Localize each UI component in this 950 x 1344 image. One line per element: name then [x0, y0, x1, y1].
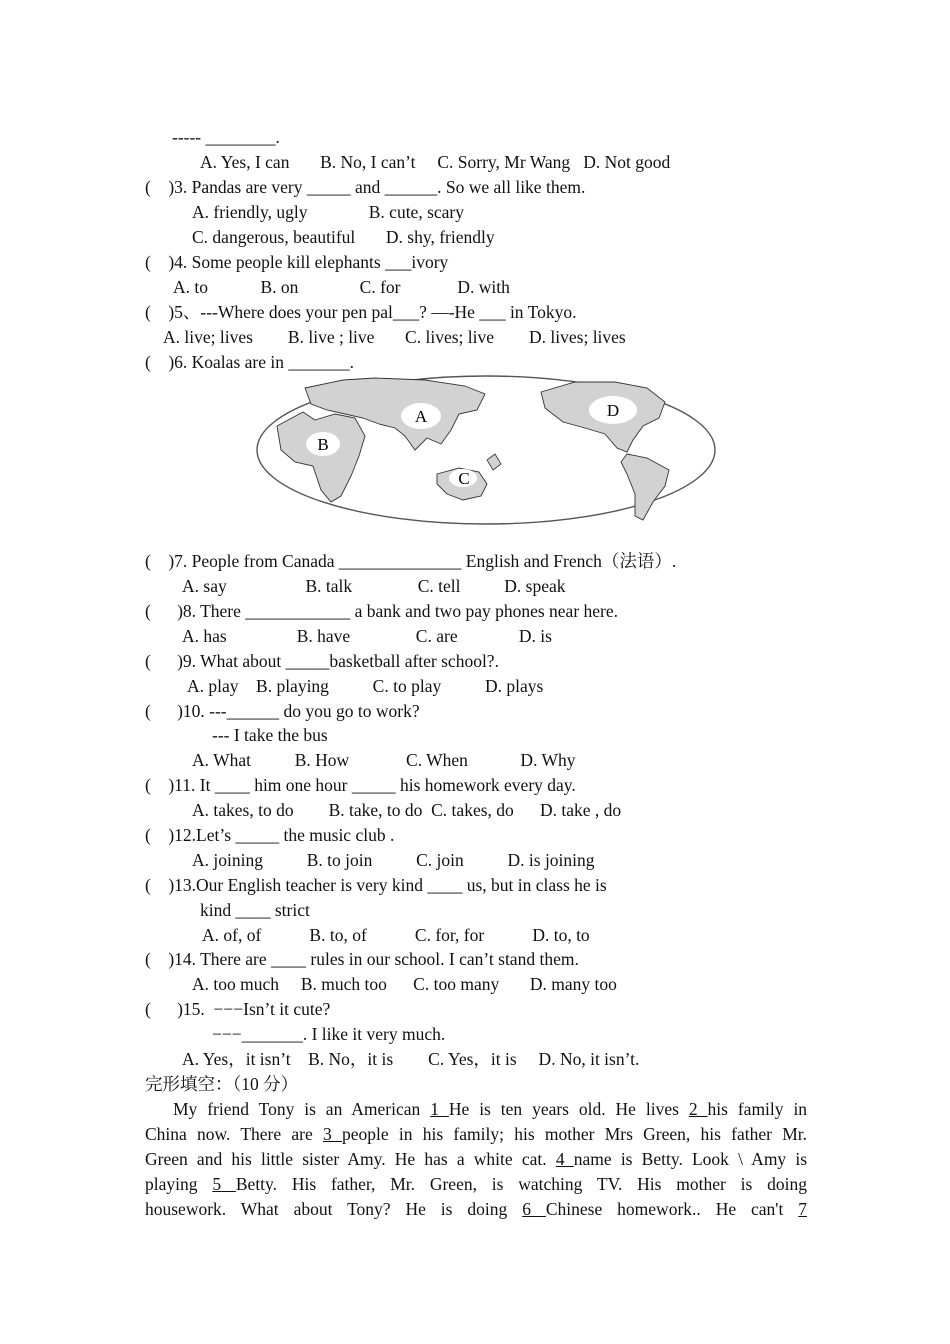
q7-question: ( )7. People from Canada ______________ English and French（法语）. — [145, 551, 677, 571]
q3-options-ab: A. friendly, ugly B. cute, scary — [192, 202, 465, 222]
cloze-blank-3: 3 — [323, 1124, 343, 1144]
q13-question: ( )13.Our English teacher is very kind ____ us, but in class he is — [145, 875, 607, 895]
q4-options: A. to B. on C. for D. with — [173, 277, 510, 297]
q11-options: A. takes, to do B. take, to do C. takes, do D. take , do — [192, 800, 622, 820]
q12-question: ( )12.Let’s _____ the music club . — [145, 825, 395, 845]
q13-options: A. of, of B. to, of C. for, for D. to, to — [202, 925, 590, 945]
answer-blank-line: ----- ________. — [172, 127, 280, 147]
q8-options: A. has B. have C. are D. is — [182, 626, 552, 646]
cloze-section-heading: 完形填空：（10 分） — [145, 1074, 299, 1094]
cloze-passage-line-2: China now. There are 3 people in his family; his mother Mrs Green, his father Mr. — [145, 1124, 808, 1144]
q10-question: ( )10. ---______ do you go to work? — [145, 701, 420, 721]
map-label-c: C — [458, 469, 470, 488]
q2-options: A. Yes, I can B. No, I can’t C. Sorry, Mr Wang D. Not good — [200, 152, 671, 172]
cloze-blank-7: 7 — [798, 1199, 807, 1219]
q15-reply: −−−_______. I like it very much. — [212, 1024, 446, 1044]
q7-options: A. say B. talk C. tell D. speak — [182, 576, 566, 596]
cloze-passage-line-3: Green and his little sister Amy. He has a white cat. 4 name is Betty. Look \ Amy is — [145, 1149, 808, 1169]
q14-options: A. too much B. much too C. too many D. many too — [192, 974, 617, 994]
q3-options-cd: C. dangerous, beautiful D. shy, friendly — [192, 227, 495, 247]
q10-options: A. What B. How C. When D. Why — [192, 750, 576, 770]
q4-question: ( )4. Some people kill elephants ___ivory — [145, 252, 449, 272]
cloze-blank-1: 1 — [430, 1099, 449, 1119]
q9-question: ( )9. What about _____basketball after school?. — [145, 651, 499, 671]
q15-question: ( )15. −−−Isn’t it cute? — [145, 999, 331, 1019]
cloze-blank-5: 5 — [212, 1174, 236, 1194]
cloze-blank-6: 6 — [522, 1199, 546, 1219]
q9-options: A. play B. playing C. to play D. plays — [187, 676, 544, 696]
q5-question: ( )5、---Where does your pen pal___? —-He ___ in Tokyo. — [145, 302, 577, 322]
q6-question: ( )6. Koalas are in _______. — [145, 352, 354, 372]
q11-question: ( )11. It ____ him one hour _____ his homework every day. — [145, 775, 576, 795]
q14-question: ( )14. There are ____ rules in our school. I can’t stand them. — [145, 949, 579, 969]
q8-question: ( )8. There ____________ a bank and two pay phones near here. — [145, 601, 619, 621]
q12-options: A. joining B. to join C. join D. is joining — [192, 850, 595, 870]
map-label-b: B — [317, 435, 329, 454]
q3-question: ( )3. Pandas are very _____ and ______. So we all like them. — [145, 177, 586, 197]
cloze-passage-line-1: My friend Tony is an American 1 He is ten years old. He lives 2 his family in — [173, 1099, 808, 1119]
q10-reply: --- I take the bus — [212, 725, 328, 745]
map-label-a: A — [414, 407, 428, 426]
cloze-passage-line-4: playing 5 Betty. His father, Mr. Green, is watching TV. His mother is doing — [145, 1174, 807, 1194]
q15-options: A. Yes，it isn’t B. No，it is C. Yes，it is D. No, it isn’t. — [182, 1049, 640, 1069]
cloze-blank-4: 4 — [555, 1149, 574, 1169]
q13-question-cont: kind ____ strict — [200, 900, 310, 920]
cloze-passage-line-5: housework. What about Tony? He is doing 6 Chinese homework.. He can't 7 — [145, 1199, 807, 1219]
cloze-blank-2: 2 — [688, 1099, 708, 1119]
world-map-figure — [255, 374, 717, 526]
map-label-d: D — [606, 401, 620, 420]
q5-options: A. live; lives B. live ; live C. lives; live D. lives; lives — [163, 327, 626, 347]
